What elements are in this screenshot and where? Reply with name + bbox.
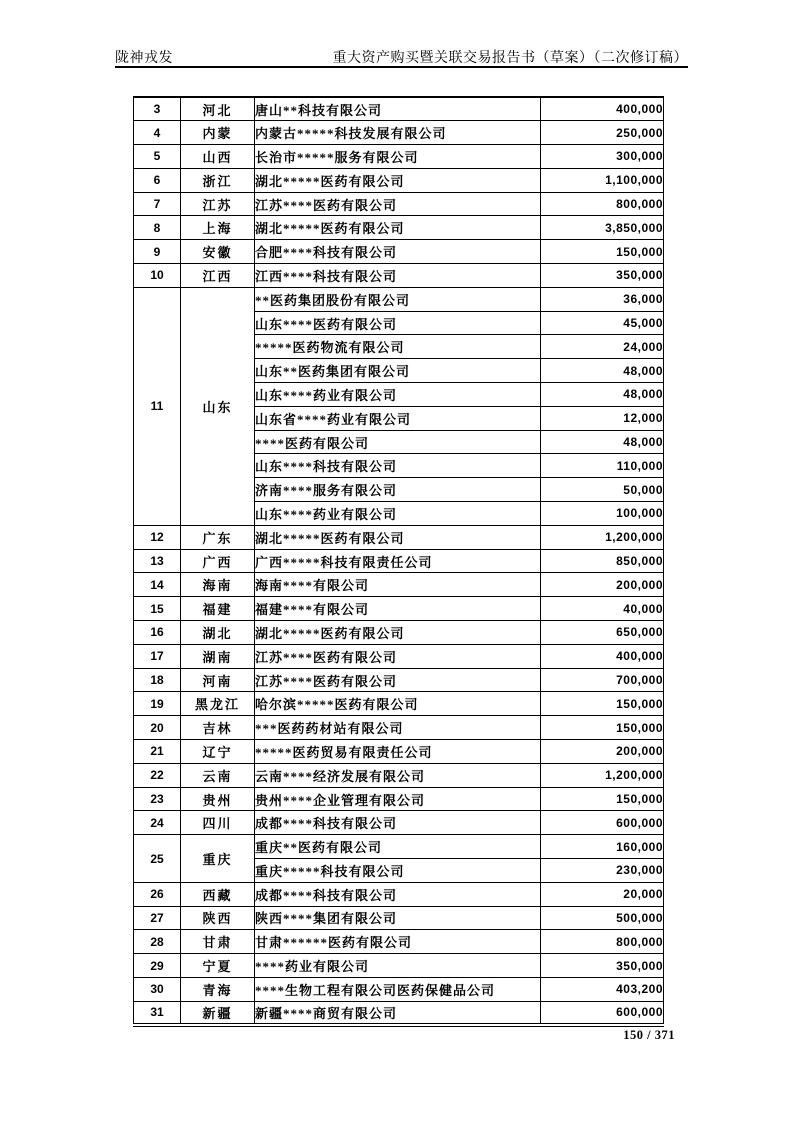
amount-cell: 400,000 [541, 97, 664, 121]
row-number-cell: 6 [134, 168, 181, 192]
company-name-cell: 山东省****药业有限公司 [255, 406, 541, 430]
row-number-cell: 12 [134, 525, 181, 549]
row-number-cell: 31 [134, 1001, 181, 1025]
distributor-table-container [133, 96, 663, 1027]
amount-cell: 250,000 [541, 121, 664, 145]
amount-cell: 800,000 [541, 930, 664, 954]
province-cell: 江苏 [181, 192, 255, 216]
amount-cell: 50,000 [541, 478, 664, 502]
page-number: 150 / 371 [623, 1028, 675, 1042]
table-body [134, 97, 664, 1025]
company-name-cell: 福建****有限公司 [255, 597, 541, 621]
table-row [134, 644, 664, 668]
row-number-cell: 10 [134, 264, 181, 288]
province-cell: 内蒙 [181, 121, 255, 145]
province-cell: 新疆 [181, 1001, 255, 1025]
company-name-cell: 湖北*****医药有限公司 [255, 216, 541, 240]
company-name-cell: 山东****药业有限公司 [255, 502, 541, 526]
amount-cell: 400,000 [541, 644, 664, 668]
province-cell: 山东 [181, 287, 255, 525]
amount-cell: 45,000 [541, 311, 664, 335]
amount-cell: 3,850,000 [541, 216, 664, 240]
company-name-cell: ****生物工程有限公司医药保健品公司 [255, 977, 541, 1001]
province-cell: 吉林 [181, 716, 255, 740]
row-number-cell: 11 [134, 287, 181, 525]
row-number-cell: 20 [134, 716, 181, 740]
company-name-cell: **医药集团股份有限公司 [255, 287, 541, 311]
table-row [134, 216, 664, 240]
table-row [134, 954, 664, 978]
company-name-cell: 内蒙古*****科技发展有限公司 [255, 121, 541, 145]
amount-cell: 24,000 [541, 335, 664, 359]
row-number-cell: 8 [134, 216, 181, 240]
table-row [134, 97, 664, 121]
province-cell: 西藏 [181, 882, 255, 906]
company-name-cell: 广西*****科技有限责任公司 [255, 549, 541, 573]
province-cell: 浙江 [181, 168, 255, 192]
company-name-cell: 重庆**医药有限公司 [255, 835, 541, 859]
province-cell: 青海 [181, 977, 255, 1001]
table-row [134, 811, 664, 835]
row-number-cell: 29 [134, 954, 181, 978]
row-number-cell: 28 [134, 930, 181, 954]
company-name-cell: 甘肃******医药有限公司 [255, 930, 541, 954]
company-name-cell: 唐山**科技有限公司 [255, 97, 541, 121]
amount-cell: 403,200 [541, 977, 664, 1001]
row-number-cell: 9 [134, 240, 181, 264]
table-row [134, 168, 664, 192]
table-row [134, 621, 664, 645]
row-number-cell: 25 [134, 835, 181, 883]
row-number-cell: 16 [134, 621, 181, 645]
company-name-cell: 江苏****医药有限公司 [255, 192, 541, 216]
amount-cell: 150,000 [541, 692, 664, 716]
row-number-cell: 30 [134, 977, 181, 1001]
company-name-cell: 江苏****医药有限公司 [255, 644, 541, 668]
table-row [134, 906, 664, 930]
table-row [134, 787, 664, 811]
province-cell: 湖南 [181, 644, 255, 668]
amount-cell: 200,000 [541, 740, 664, 764]
amount-cell: 48,000 [541, 430, 664, 454]
province-cell: 海南 [181, 573, 255, 597]
province-cell: 山西 [181, 145, 255, 169]
amount-cell: 500,000 [541, 906, 664, 930]
province-cell: 广西 [181, 549, 255, 573]
amount-cell: 110,000 [541, 454, 664, 478]
table-row [134, 525, 664, 549]
province-cell: 江西 [181, 264, 255, 288]
company-name-cell: 山东**医药集团有限公司 [255, 359, 541, 383]
company-name-cell: 长治市*****服务有限公司 [255, 145, 541, 169]
province-cell: 河南 [181, 668, 255, 692]
amount-cell: 350,000 [541, 954, 664, 978]
row-number-cell: 24 [134, 811, 181, 835]
province-cell: 上海 [181, 216, 255, 240]
header-rule [115, 66, 688, 68]
amount-cell: 850,000 [541, 549, 664, 573]
amount-cell: 100,000 [541, 502, 664, 526]
company-name-cell: 济南****服务有限公司 [255, 478, 541, 502]
row-number-cell: 7 [134, 192, 181, 216]
amount-cell: 36,000 [541, 287, 664, 311]
table-row [134, 1001, 664, 1025]
page-header [115, 47, 688, 67]
amount-cell: 800,000 [541, 192, 664, 216]
amount-cell: 230,000 [541, 859, 664, 883]
province-cell: 河北 [181, 97, 255, 121]
company-name-cell: ****药业有限公司 [255, 954, 541, 978]
company-name-cell: 江西****科技有限公司 [255, 264, 541, 288]
amount-cell: 600,000 [541, 1001, 664, 1025]
province-cell: 四川 [181, 811, 255, 835]
company-name-cell: 山东****药业有限公司 [255, 383, 541, 407]
company-name-cell: ***医药药材站有限公司 [255, 716, 541, 740]
amount-cell: 48,000 [541, 383, 664, 407]
row-number-cell: 18 [134, 668, 181, 692]
row-number-cell: 23 [134, 787, 181, 811]
table-row [134, 882, 664, 906]
row-number-cell: 5 [134, 145, 181, 169]
table-row [134, 763, 664, 787]
table-row [134, 240, 664, 264]
company-name-cell: *****医药物流有限公司 [255, 335, 541, 359]
row-number-cell: 14 [134, 573, 181, 597]
amount-cell: 1,200,000 [541, 525, 664, 549]
province-cell: 广东 [181, 525, 255, 549]
table-row [134, 668, 664, 692]
table-row [134, 930, 664, 954]
amount-cell: 40,000 [541, 597, 664, 621]
table-row [134, 977, 664, 1001]
company-name-cell: 贵州****企业管理有限公司 [255, 787, 541, 811]
row-number-cell: 27 [134, 906, 181, 930]
amount-cell: 150,000 [541, 716, 664, 740]
province-cell: 辽宁 [181, 740, 255, 764]
row-number-cell: 26 [134, 882, 181, 906]
table-row [134, 740, 664, 764]
company-name-cell: 重庆*****科技有限公司 [255, 859, 541, 883]
row-number-cell: 17 [134, 644, 181, 668]
header-company-short-name: 陇神戎发 [115, 51, 173, 66]
table-row [134, 692, 664, 716]
company-name-cell: 湖北*****医药有限公司 [255, 621, 541, 645]
province-cell: 云南 [181, 763, 255, 787]
amount-cell: 300,000 [541, 145, 664, 169]
province-cell: 重庆 [181, 835, 255, 883]
company-name-cell: *****医药贸易有限责任公司 [255, 740, 541, 764]
table-row [134, 573, 664, 597]
table-row [134, 835, 664, 859]
row-number-cell: 19 [134, 692, 181, 716]
company-name-cell: 成都****科技有限公司 [255, 811, 541, 835]
province-cell: 黑龙江 [181, 692, 255, 716]
company-name-cell: 山东****医药有限公司 [255, 311, 541, 335]
province-cell: 湖北 [181, 621, 255, 645]
company-name-cell: ****医药有限公司 [255, 430, 541, 454]
amount-cell: 350,000 [541, 264, 664, 288]
company-name-cell: 湖北*****医药有限公司 [255, 525, 541, 549]
company-name-cell: 合肥****科技有限公司 [255, 240, 541, 264]
amount-cell: 200,000 [541, 573, 664, 597]
province-cell: 贵州 [181, 787, 255, 811]
table-row [134, 597, 664, 621]
row-number-cell: 22 [134, 763, 181, 787]
province-cell: 宁夏 [181, 954, 255, 978]
amount-cell: 48,000 [541, 359, 664, 383]
amount-cell: 650,000 [541, 621, 664, 645]
amount-cell: 600,000 [541, 811, 664, 835]
company-name-cell: 江苏****医药有限公司 [255, 668, 541, 692]
province-cell: 陕西 [181, 906, 255, 930]
province-cell: 安徽 [181, 240, 255, 264]
amount-cell: 12,000 [541, 406, 664, 430]
amount-cell: 1,100,000 [541, 168, 664, 192]
table-row [134, 192, 664, 216]
row-number-cell: 21 [134, 740, 181, 764]
table-row [134, 549, 664, 573]
table-row [134, 264, 664, 288]
company-name-cell: 云南****经济发展有限公司 [255, 763, 541, 787]
row-number-cell: 4 [134, 121, 181, 145]
amount-cell: 700,000 [541, 668, 664, 692]
amount-cell: 150,000 [541, 787, 664, 811]
amount-cell: 160,000 [541, 835, 664, 859]
distributor-table [133, 96, 664, 1027]
province-cell: 福建 [181, 597, 255, 621]
amount-cell: 150,000 [541, 240, 664, 264]
table-row [134, 287, 664, 311]
province-cell: 甘肃 [181, 930, 255, 954]
table-row [134, 145, 664, 169]
company-name-cell: 山东****科技有限公司 [255, 454, 541, 478]
company-name-cell: 哈尔滨*****医药有限公司 [255, 692, 541, 716]
company-name-cell: 海南****有限公司 [255, 573, 541, 597]
table-row [134, 716, 664, 740]
row-number-cell: 3 [134, 97, 181, 121]
header-report-title: 重大资产购买暨关联交易报告书（草案）（二次修订稿） [332, 51, 688, 66]
row-number-cell: 13 [134, 549, 181, 573]
row-number-cell: 15 [134, 597, 181, 621]
table-row [134, 121, 664, 145]
company-name-cell: 新疆****商贸有限公司 [255, 1001, 541, 1025]
amount-cell: 20,000 [541, 882, 664, 906]
company-name-cell: 湖北*****医药有限公司 [255, 168, 541, 192]
amount-cell: 1,200,000 [541, 763, 664, 787]
company-name-cell: 成都****科技有限公司 [255, 882, 541, 906]
company-name-cell: 陕西****集团有限公司 [255, 906, 541, 930]
